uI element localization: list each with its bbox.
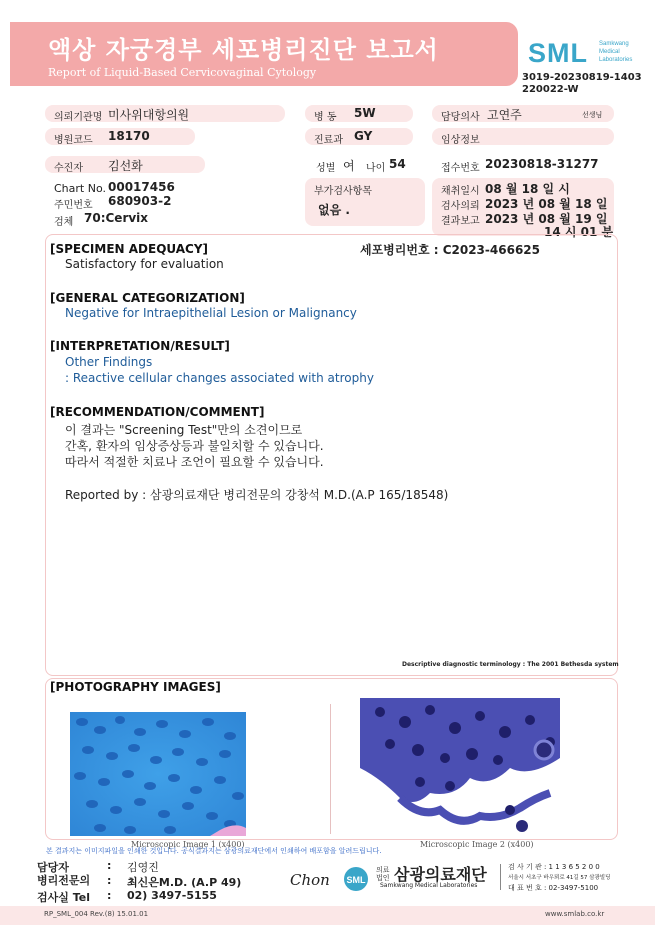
sml-logo-subtext: Samkwang Medical Laboratories bbox=[599, 41, 633, 63]
org-name: 삼광의료재단 bbox=[394, 865, 487, 884]
age-value: 54 bbox=[389, 157, 406, 171]
lab-tel-value: 02) 3497-5155 bbox=[127, 889, 217, 902]
doctor-value: 고연주 bbox=[487, 108, 522, 122]
cytology-number: 세포병리번호 : C2023-466625 bbox=[360, 243, 540, 257]
recommendation-line-1: 이 결과는 "Screening Test"만의 소견이므로 bbox=[65, 423, 303, 437]
footer-divider bbox=[500, 864, 501, 890]
ward-label: 병 동 bbox=[314, 112, 337, 123]
dept-value: GY bbox=[354, 129, 373, 143]
rep-tel: 대 표 번 호 : 02-3497-5100 bbox=[508, 884, 599, 892]
collect-label: 채취일시 bbox=[441, 186, 480, 197]
interpretation-line-1: Other Findings bbox=[65, 355, 153, 369]
dept-label: 진료과 bbox=[314, 135, 343, 146]
microscopic-image-2 bbox=[360, 698, 560, 838]
age-label: 나이 bbox=[366, 163, 386, 174]
form-code: RP_SML_004 Rev.(8) 15.01.01 bbox=[44, 910, 149, 918]
recommendation-line-2: 간혹, 환자의 임상증상등과 불일치할 수 있습니다. bbox=[65, 439, 324, 453]
sex-value: 여 bbox=[343, 159, 355, 173]
org-address: 서울시 서초구 바우뫼로 41길 57 삼광빌딩 bbox=[508, 875, 611, 881]
patient-value: 김선화 bbox=[108, 159, 143, 173]
reported-by: Reported by : 삼광의료재단 병리전문의 강창석 M.D.(A.P 165/18548) bbox=[65, 488, 449, 502]
terminology-note: Descriptive diagnostic terminology : The 2001 Bethesda system bbox=[402, 661, 619, 668]
specimen-label: 검체 bbox=[54, 217, 74, 228]
photo-heading: [PHOTOGRAPHY IMAGES] bbox=[50, 680, 221, 694]
photo-caption-2: Microscopic Image 2 (x400) bbox=[420, 840, 534, 849]
signature: Chon bbox=[290, 871, 330, 889]
report-code-suffix: 220022-W bbox=[522, 84, 579, 95]
pathologist-value: 최신은M.D. (A.P 49) bbox=[127, 876, 242, 889]
adequacy-text: Satisfactory for evaluation bbox=[65, 257, 224, 271]
website-link[interactable]: www.smlab.co.kr bbox=[545, 910, 605, 918]
interpretation-heading: [INTERPRETATION/RESULT] bbox=[50, 339, 230, 353]
general-heading: [GENERAL CATEGORIZATION] bbox=[50, 291, 245, 305]
specimen-value: 70:Cervix bbox=[84, 211, 149, 225]
patient-label: 수진자 bbox=[54, 163, 83, 174]
result-value: 2023 년 08 월 19 일 bbox=[485, 212, 608, 226]
lab-tel-label: 검사실 Tel bbox=[37, 891, 90, 904]
hosp-code-value: 18170 bbox=[108, 129, 150, 143]
req-org-label: 의뢰기관명 bbox=[54, 112, 103, 123]
ward-value: 5W bbox=[354, 106, 376, 120]
photo-divider bbox=[330, 704, 331, 834]
pathologist-colon: : bbox=[107, 874, 112, 887]
recommendation-line-3: 따라서 적절한 치료나 조언이 필요할 수 있습니다. bbox=[65, 455, 324, 469]
photo-caption-1: Microscopic Image 1 (x400) bbox=[131, 840, 245, 849]
adequacy-heading: [SPECIMEN ADEQUACY] bbox=[50, 242, 209, 256]
interpretation-line-2: : Reactive cellular changes associated with atrophy bbox=[65, 371, 374, 385]
result-label: 결과보고 bbox=[441, 216, 480, 227]
pathologist-label: 병리전문의 bbox=[37, 874, 91, 887]
test-label: 검사의뢰 bbox=[441, 201, 480, 212]
result-time: 14 시 01 분 bbox=[544, 225, 614, 239]
chart-label: Chart No. bbox=[54, 182, 106, 195]
lab-tel-colon: : bbox=[107, 889, 112, 902]
general-text: Negative for Intraepithelial Lesion or Malignancy bbox=[65, 306, 357, 320]
extra-tests-label: 부가검사항목 bbox=[314, 186, 372, 197]
org-logo-icon bbox=[343, 866, 373, 892]
doctor-suffix: 선생님 bbox=[582, 111, 603, 119]
extra-tests-value: 없음 . bbox=[318, 203, 350, 217]
sex-label: 성별 bbox=[316, 163, 336, 174]
resident-value: 680903-2 bbox=[108, 194, 172, 208]
doctor-label: 담당의사 bbox=[441, 112, 480, 123]
receipt-value: 20230818-31277 bbox=[485, 157, 599, 171]
org-name-en: Samkwang Medical Laboratories bbox=[380, 882, 478, 889]
clinical-label: 임상정보 bbox=[441, 135, 480, 146]
recommendation-heading: [RECOMMENDATION/COMMENT] bbox=[50, 405, 265, 419]
staff-colon: : bbox=[107, 859, 112, 872]
receipt-label: 접수번호 bbox=[441, 163, 480, 174]
org-type: 의료 법인 bbox=[376, 866, 390, 882]
req-org-value: 미사위대항의원 bbox=[108, 108, 190, 122]
report-code: 3019-20230819-1403 bbox=[522, 72, 642, 83]
staff-label: 담당자 bbox=[37, 861, 69, 874]
hosp-code-label: 병원코드 bbox=[54, 135, 93, 146]
chart-value: 00017456 bbox=[108, 180, 175, 194]
print-notice: 본 결과지는 이미지파일을 인쇄한 것입니다. 공식결과지는 삼광의료재단에서 인쇄하여 배포함을 알려드립니다. bbox=[46, 847, 382, 855]
resident-label: 주민번호 bbox=[54, 200, 93, 211]
microscopic-image-1 bbox=[70, 712, 246, 836]
collect-value: 08 월 18 일 시 bbox=[485, 182, 570, 196]
registration-number: 검 사 기 관 : 1 1 3 6 5 2 0 0 bbox=[508, 863, 600, 871]
test-value: 2023 년 08 월 18 일 bbox=[485, 197, 608, 211]
staff-value: 김영진 bbox=[127, 861, 159, 874]
report-title: 액상 자궁경부 세포병리진단 보고서 bbox=[48, 36, 439, 64]
svg-text:SML: SML bbox=[346, 875, 366, 885]
sml-logo: SML bbox=[528, 38, 588, 68]
report-subtitle: Report of Liquid-Based Cervicovaginal Cytology bbox=[48, 66, 317, 79]
